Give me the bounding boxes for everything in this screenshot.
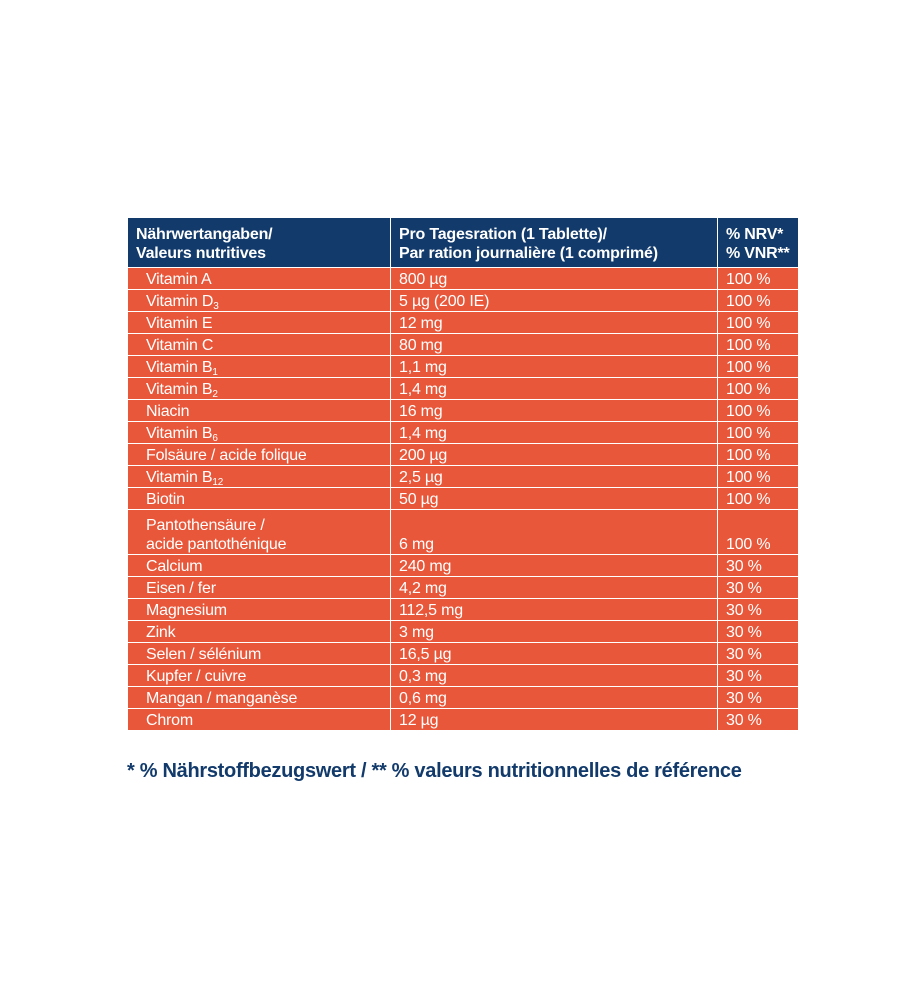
table-row	[128, 621, 799, 643]
nutrient-name: Eisen / fer	[128, 577, 391, 599]
table-row	[128, 268, 799, 290]
nutrient-nrv: 30 %	[718, 621, 799, 643]
table-row	[128, 444, 799, 466]
nutrient-name	[128, 356, 391, 378]
nutrient-nrv: 100 %	[718, 444, 799, 466]
nutrient-nrv: 100 %	[718, 466, 799, 488]
header-nutrient	[128, 218, 391, 268]
nutrition-table	[127, 217, 799, 731]
nutrient-nrv: 100 %	[718, 488, 799, 510]
nutrient-nrv: 30 %	[718, 599, 799, 621]
nutrient-amount: 50 µg	[391, 488, 718, 510]
table-row	[128, 555, 799, 577]
nutrient-nrv: 100 %	[718, 334, 799, 356]
nutrient-amount: 1,4 mg	[391, 378, 718, 400]
header-nrv	[718, 218, 799, 268]
nutrient-name: Mangan / manganèse	[128, 687, 391, 709]
nutrient-name-subscript: 3	[213, 301, 219, 312]
nutrient-name-text: Vitamin D	[146, 293, 214, 310]
nutrient-amount: 1,1 mg	[391, 356, 718, 378]
nutrient-nrv: 30 %	[718, 709, 799, 731]
table-row	[128, 378, 799, 400]
nutrient-name-subscript: 2	[212, 389, 218, 400]
nutrient-amount: 2,5 µg	[391, 466, 718, 488]
nutrient-nrv: 100 %	[718, 312, 799, 334]
nutrient-nrv: 100 %	[718, 356, 799, 378]
nutrient-name: Calcium	[128, 555, 391, 577]
nutrient-name	[128, 466, 391, 488]
table-row	[128, 665, 799, 687]
nutrient-name-text: Vitamin B	[146, 469, 213, 486]
nutrient-name-text: Vitamin B	[146, 425, 213, 442]
table-row	[128, 510, 799, 555]
table-row	[128, 290, 799, 312]
header-amount-de: Pro Tagesration (1 Tablette)/	[399, 226, 607, 243]
nutrient-nrv: 100 %	[718, 510, 799, 555]
header-amount-fr: Par ration journalière (1 comprimé)	[399, 245, 658, 262]
nutrient-name: Kupfer / cuivre	[128, 665, 391, 687]
nutrient-amount: 12 µg	[391, 709, 718, 731]
nutrient-amount: 16,5 µg	[391, 643, 718, 665]
nutrient-nrv: 100 %	[718, 378, 799, 400]
header-nrv-de: % NRV*	[726, 226, 784, 243]
nutrient-name-text: Vitamin B	[146, 381, 213, 398]
nutrient-name	[128, 378, 391, 400]
header-nutrient-de: Nährwertangaben/	[136, 226, 273, 243]
nutrient-amount: 3 mg	[391, 621, 718, 643]
table-row	[128, 466, 799, 488]
nutrient-name-text: Vitamin B	[146, 359, 213, 376]
nutrient-name-subscript: 1	[212, 367, 218, 378]
nutrient-name-subscript: 12	[212, 477, 224, 488]
nutrient-name: Zink	[128, 621, 391, 643]
nutrient-name	[128, 290, 391, 312]
nutrient-name-line1: Pantothensäure /	[146, 517, 265, 534]
nutrient-name: Biotin	[128, 488, 391, 510]
nutrient-name: Niacin	[128, 400, 391, 422]
nutrient-amount: 12 mg	[391, 312, 718, 334]
nutrient-amount: 112,5 mg	[391, 599, 718, 621]
table-row	[128, 599, 799, 621]
table-row	[128, 687, 799, 709]
nutrient-name: Vitamin C	[128, 334, 391, 356]
nutrient-amount: 0,6 mg	[391, 687, 718, 709]
table-row	[128, 312, 799, 334]
nutrient-name: Selen / sélénium	[128, 643, 391, 665]
nutrient-amount: 200 µg	[391, 444, 718, 466]
nutrient-name: Folsäure / acide folique	[128, 444, 391, 466]
nutrient-amount: 4,2 mg	[391, 577, 718, 599]
nutrient-nrv: 30 %	[718, 577, 799, 599]
nutrient-amount: 16 mg	[391, 400, 718, 422]
nutrient-name-line2: acide pantothénique	[146, 536, 287, 553]
table-row	[128, 422, 799, 444]
nutrient-name-subscript: 6	[212, 433, 218, 444]
table-row	[128, 577, 799, 599]
nutrient-name	[128, 422, 391, 444]
nutrient-name: Magnesium	[128, 599, 391, 621]
nutrient-name	[128, 510, 391, 555]
header-nrv-fr: % VNR**	[726, 245, 790, 262]
nutrient-nrv: 100 %	[718, 422, 799, 444]
table-row	[128, 400, 799, 422]
nutrient-nrv: 30 %	[718, 665, 799, 687]
nutrient-nrv: 30 %	[718, 555, 799, 577]
nutrient-amount: 5 µg (200 IE)	[391, 290, 718, 312]
nutrient-nrv: 30 %	[718, 643, 799, 665]
nutrient-amount: 80 mg	[391, 334, 718, 356]
nutrient-nrv: 100 %	[718, 400, 799, 422]
nutrient-nrv: 100 %	[718, 290, 799, 312]
header-nutrient-fr: Valeurs nutritives	[136, 245, 266, 262]
nutrient-name: Vitamin E	[128, 312, 391, 334]
header-amount	[391, 218, 718, 268]
table-row	[128, 643, 799, 665]
table-row	[128, 356, 799, 378]
nutrient-amount: 800 µg	[391, 268, 718, 290]
nutrient-nrv: 30 %	[718, 687, 799, 709]
nutrient-nrv: 100 %	[718, 268, 799, 290]
nutrient-amount: 240 mg	[391, 555, 718, 577]
reference-footnote: * % Nährstoffbezugswert / ** % valeurs nutritionnelles de référence	[127, 760, 742, 782]
nutrient-amount: 1,4 mg	[391, 422, 718, 444]
nutrient-name: Vitamin A	[128, 268, 391, 290]
table-row	[128, 334, 799, 356]
table-header-row	[128, 218, 799, 268]
nutrient-amount: 6 mg	[391, 510, 718, 555]
table-row	[128, 709, 799, 731]
nutrient-name: Chrom	[128, 709, 391, 731]
nutrient-amount: 0,3 mg	[391, 665, 718, 687]
table-row	[128, 488, 799, 510]
